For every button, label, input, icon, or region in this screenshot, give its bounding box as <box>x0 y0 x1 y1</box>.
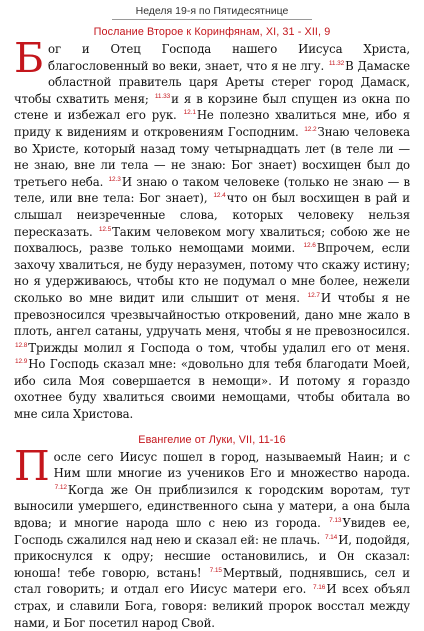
verse-text: что он был восхищен в рай и слышал неизреченные слова, которых человеку нельзя пересказать. <box>14 191 410 239</box>
verse-number: 12.7 <box>307 292 320 300</box>
verse-number: 7.16 <box>313 583 326 591</box>
verse-number: 12.4 <box>213 192 226 200</box>
gospel-intro: осле сего Иисус пошел в город, называемый Наин; и с Ним шли многие из учеников Его и множество народа. <box>53 449 410 481</box>
epistle-intro: ог и Отец Господа нашего Иисуса Христа, благословенный во веки, знает, что я не лгу. <box>48 42 410 73</box>
gospel-text <box>14 441 410 631</box>
verse-number: 11.33 <box>154 92 171 100</box>
gospel-title: Евангелие от Луки, VII, 11-16 <box>138 433 286 446</box>
verse-number: 12.2 <box>304 126 317 134</box>
verse-text: И, подойдя, прикоснулся к одру; несшие остановились, и Он сказал: юноша! тебе говорю, встань! <box>14 532 410 580</box>
verse-number: 12.1 <box>183 109 196 117</box>
verse-number: 11.32 <box>328 59 345 67</box>
page <box>0 5 424 630</box>
verse-number: 12.3 <box>108 175 121 183</box>
verse-text: Когда же Он приблизился к городским воротам, тут выносили умершего, единственного сына у матери, а она была вдова; и многие народа шло с нею из города. <box>14 482 410 531</box>
verse-number: 7.14 <box>324 533 338 541</box>
verse-text: Но Господь сказал мне: «довольно для тебя благодати Моей, ибо сила Моя совершается в немощи». И потому я гораздо охотнее буду хвалиться своими немощами, чтобы обитала во мне сила Христова. <box>14 357 410 422</box>
verse-number: 12.5 <box>98 225 112 233</box>
verse-text: И всех объял страх, и славили Бога, говоря: великий пророк восстал между нами, и Бог посетил народ Свой. <box>14 582 410 630</box>
verse-text: Мертвый, поднявшись, сел и стал говорить; и отдал его Иисус матери его. <box>14 565 410 597</box>
verse-text: Знаю человека во Христе, который назад тому четырнадцать лет (в теле ли — не знаю, вне ли тела — не знаю: Бог знает) восхищен был до третьего неба. <box>14 124 411 189</box>
verse-text: Впрочем, если захочу хвалиться, не буду неразумен, потому что скажу истину; но я удерживаюсь, чтобы кто не подумал о мне более, нежели сколько во мне видит или слышит от меня. <box>14 241 410 305</box>
epistle-dropcap: Б <box>14 34 45 82</box>
epistle-text <box>14 34 411 423</box>
verse-number: 7.13 <box>329 517 342 525</box>
page-header: Неделя 19-я по Пятидесятнице <box>112 5 312 20</box>
verse-number: 12.9 <box>15 358 28 366</box>
verse-text: Трижды молил я Господа о том, чтобы удалил его от меня. <box>28 340 410 355</box>
verse-text: Не полезно хвалиться мне, ибо я приду к видениям и откровениям Господним. <box>14 108 410 139</box>
verse-text: В Дамаске областной правитель царя Ареты стерег город Дамаск, чтобы схватить меня; <box>14 58 410 106</box>
verse-text: Таким человеком могу хвалиться; собою же не похвалюсь, разве только немощами моими. <box>14 224 410 256</box>
verse-number: 7.15 <box>209 566 222 574</box>
verse-text: И чтобы я не превозносился чрезвычайностью откровений, дано мне жало в плоть, ангел сатаны, удручать меня, чтобы я не превозносился. <box>14 290 410 339</box>
verse-number: 7.12 <box>54 483 67 491</box>
epistle-title: Послание Второе к Коринфянам, XI, 31 - XII, 9 <box>93 26 331 38</box>
verse-number: 12.8 <box>15 341 28 349</box>
gospel-dropcap: П <box>14 441 50 490</box>
verse-text: Увидев ее, Господь сжалился над нею и сказал ей: не плачь. <box>14 516 410 547</box>
verse-number: 12.6 <box>303 242 316 250</box>
verse-text: И знаю о таком человеке (только не знаю — в теле, или вне тела: Бог знает), <box>14 174 410 206</box>
verse-text: и я в корзине был спущен из окна по стене и избежал его рук. <box>14 91 410 123</box>
